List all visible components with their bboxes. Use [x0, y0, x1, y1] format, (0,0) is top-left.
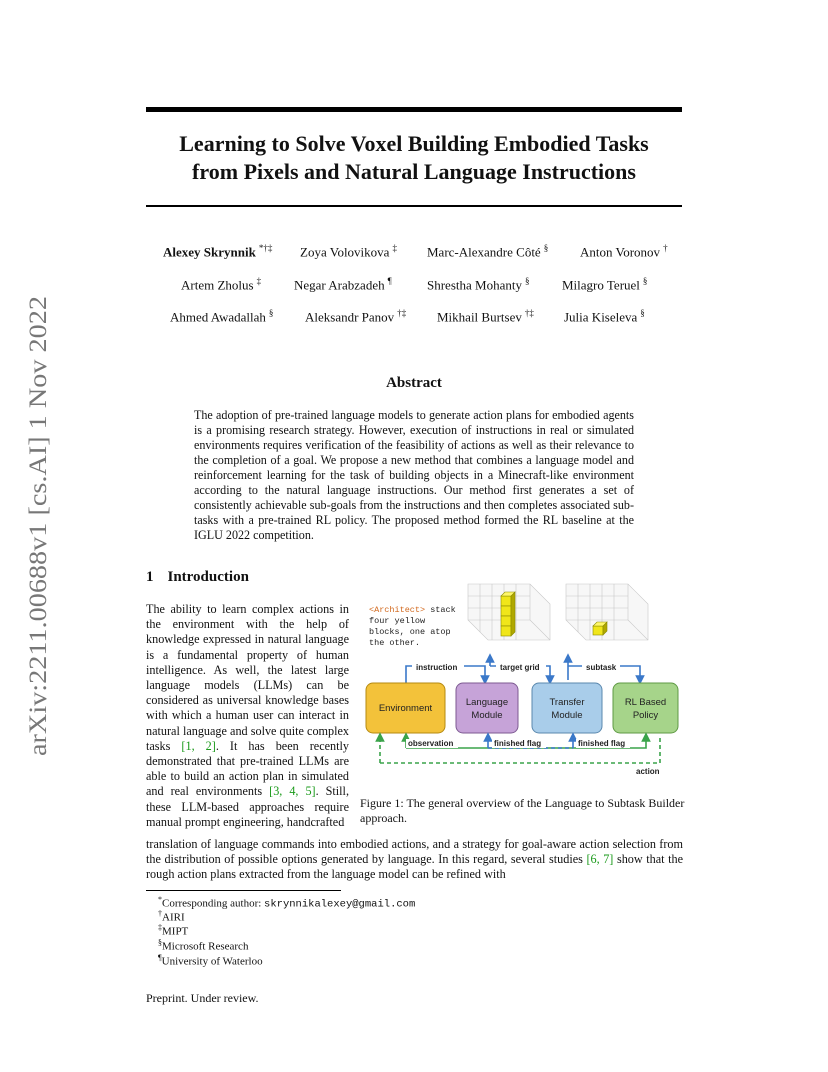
voxel-grid-subtask — [566, 584, 648, 640]
architect-prompt-line: the other. — [369, 638, 421, 648]
label-finished-flag: finished flag — [494, 739, 542, 748]
author: Milagro Teruel § — [562, 276, 648, 293]
abstract-heading: Abstract — [386, 375, 442, 391]
svg-text:RL Based: RL Based — [624, 697, 667, 708]
title-top-rule — [146, 107, 682, 112]
figure-1 — [360, 580, 686, 780]
author: Anton Voronov † — [580, 243, 668, 260]
label-target-grid: target grid — [500, 663, 540, 672]
title-line-2: from Pixels and Natural Language Instructions — [192, 159, 636, 184]
author: Artem Zholus ‡ — [181, 276, 262, 293]
footnote-rule — [146, 890, 341, 891]
figure-caption: Figure 1: The general overview of the Language to Subtask Builder approach. — [360, 796, 685, 825]
svg-text:Policy: Policy — [632, 710, 659, 721]
author: Aleksandr Panov †‡ — [305, 308, 407, 325]
author: Negar Arabzadeh ¶ — [294, 276, 392, 293]
citation-link[interactable]: [3, 4, 5] — [269, 784, 316, 799]
author: Alexey Skrynnik *†‡ — [163, 243, 273, 260]
author: Julia Kiseleva § — [564, 308, 645, 325]
label-observation: observation — [408, 739, 454, 748]
author: Ahmed Awadallah § — [170, 308, 274, 325]
architect-prompt: <Architect> stack — [369, 605, 456, 615]
label-action: action — [636, 767, 660, 776]
section-number: 1 — [146, 569, 154, 585]
section-heading — [146, 569, 249, 586]
intro-paragraph-full: translation of language commands into embodied actions, and a strategy for goal-aware action selection from the distribution of possible options generated by language. In this regard, several studies [6, 7] show that the rough action plans extracted from the language model can be refined with — [146, 837, 683, 882]
svg-text:Module: Module — [471, 710, 503, 721]
label-instruction: instruction — [416, 663, 458, 672]
label-finished-flag: finished flag — [578, 739, 626, 748]
author: Shrestha Mohanty § — [427, 276, 530, 293]
label-subtask: subtask — [586, 663, 617, 672]
abstract-text: The adoption of pre-trained language models to generate action plans for embodied agents is a promising research strategy. However, execution of instructions in real or simulated environments requires verification of the feasibility of actions as well as their relevance to the completion of a goal. We propose a new method that combines a language model and reinforcement learning for the task of building objects in a Minecraft-like environment according to the natural language instructions. Our method first generates a set of consistently achievable sub-goals from the instructions and then completes associated sub-tasks with a pre-trained RL policy. The proposed method formed the RL baseline at the IGLU 2022 competition. — [194, 408, 634, 542]
box-rl-policy — [613, 683, 678, 733]
title-bottom-rule — [146, 205, 682, 207]
architect-prompt-line: blocks, one atop — [369, 627, 451, 637]
preprint-notice: Preprint. Under review. — [146, 991, 259, 1005]
box-language-module — [456, 683, 518, 733]
footnote: ¶University of Waterloo — [158, 953, 263, 968]
author: Mikhail Burtsev †‡ — [437, 308, 534, 325]
box-transfer-module — [532, 683, 602, 733]
svg-text:Environment: Environment — [378, 703, 433, 714]
author: Zoya Volovikova ‡ — [300, 243, 397, 260]
footnote: §Microsoft Research — [158, 938, 249, 953]
footnote: †AIRI — [158, 909, 185, 924]
footnote-corresponding: *Corresponding author: skrynnikalexey@gmail.com — [158, 895, 416, 911]
paper-title — [146, 130, 682, 186]
svg-text:Module: Module — [551, 710, 583, 721]
yellow-block-stack — [501, 592, 515, 636]
yellow-block-single — [593, 622, 607, 635]
author: Marc-Alexandre Côté § — [427, 243, 549, 260]
svg-text:Language: Language — [465, 697, 509, 708]
email-link[interactable]: skrynnikalexey@gmail.com — [264, 898, 416, 911]
section-title: Introduction — [167, 569, 249, 585]
box-environment — [366, 683, 445, 733]
footnote: ‡MIPT — [158, 923, 189, 938]
architect-prompt-line: four yellow — [369, 616, 426, 626]
arxiv-stamp-text: arXiv:2211.00688v1 [cs.AI] 1 Nov 2022 — [25, 348, 52, 756]
title-line-1: Learning to Solve Voxel Building Embodied Tasks — [179, 131, 649, 156]
citation-link[interactable]: [1, 2] — [181, 738, 216, 753]
arxiv-stamp — [20, 296, 54, 756]
svg-text:Transfer: Transfer — [549, 697, 585, 708]
citation-link[interactable]: [6, 7] — [586, 852, 614, 867]
intro-paragraph-column: The ability to learn complex actions in the environment with the help of knowledge expressed in natural language is a fundamental property of human intelligence. As well, the latest large language models (LLMs) can be considered as universal knowledge bases with which a human user can interact in natural language and solve quite complex tasks [1, 2]. It has been recently demonstrated that pre-trained LLMs are able to build an action plan in simulated and real environments [3, 4, 5]. Still, these LLM-based approaches require manual prompt engineering, handcrafted — [146, 602, 349, 829]
